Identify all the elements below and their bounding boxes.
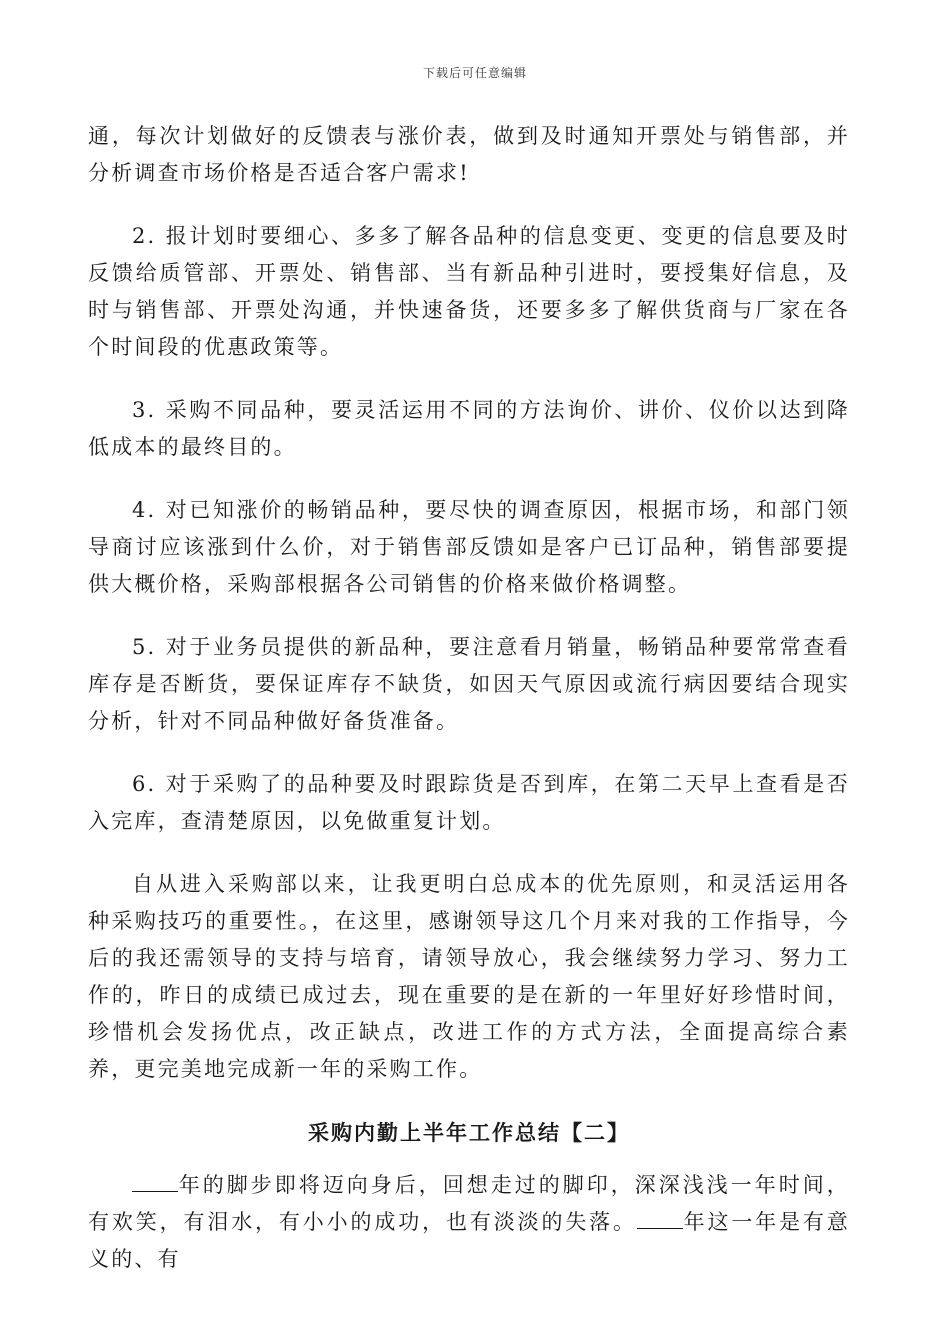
paragraph-item-2: 2. 报计划时要细心、多多了解各品种的信息变更、变更的信息要及时反馈给质管部、开票处、销售部、当有新品种引进时，要授集好信息，及时与销售部、开票处沟通，并快速备货，还要多多了解供货商与厂家在各个时间段的优惠政策等。 [88, 224, 850, 359]
paragraph-continuation: 通，每次计划做好的反馈表与涨价表，做到及时通知开票处与销售部，并分析调查市场价格是否适合客户需求! [88, 124, 850, 185]
document-body [88, 118, 850, 1304]
paragraph-item-5: 5. 对于业务员提供的新品种，要注意看月销量，畅销品种要常常查看库存是否断货，要保证库存不缺货，如因天气原因或流行病因要结合现实分析，针对不同品种做好备货准备。 [88, 635, 850, 733]
page-header: 下载后可任意编辑 [422, 66, 527, 80]
section-title: 采购内勤上半年工作总结【二】 [308, 1120, 630, 1145]
intro-text-part1: 年的脚步即将迈向身后，回想走过的脚印，深深浅浅一年时间，有欢笑，有泪水，有小小的成功，也有淡淡的失落。 [88, 1173, 850, 1234]
paragraph-summary: 自从进入采购部以来，让我更明白总成本的优先原则，和灵活运用各种采购技巧的重要性。，在这里，感谢领导这几个月来对我的工作指导，今后的我还需领导的支持与培育，请领导放心，我会继续努力学习、努力工作的，昨日的成绩已成过去，现在重要的是在新的一年里好好珍惜时间，珍惜机会发扬优点，改正缺点，改进工作的方式方法，全面提高综合素养，更完美地完成新一年的采购工作。 [88, 872, 850, 1081]
year-blank [132, 1190, 178, 1192]
paragraph-item-6: 6. 对于采购了的品种要及时跟踪货是否到库，在第二天早上查看是否入完库，查清楚原因，以免做重复计划。 [88, 772, 850, 833]
paragraph-item-3: 3. 采购不同品种，要灵活运用不同的方法询价、讲价、仪价以达到降低成本的最终目的。 [88, 398, 850, 459]
year-blank [637, 1227, 683, 1229]
paragraph-item-4: 4. 对已知涨价的畅销品种，要尽快的调查原因，根据市场，和部门领导商讨应该涨到什么价，对于销售部反馈如是客户已订品种，销售部要提供大概价格，采购部根据各公司销售的价格来做价格调整。 [88, 498, 850, 596]
intro-text-part2: 年这一年是有意义的、有 [88, 1210, 850, 1271]
paragraph-section-two-intro [88, 1167, 850, 1278]
